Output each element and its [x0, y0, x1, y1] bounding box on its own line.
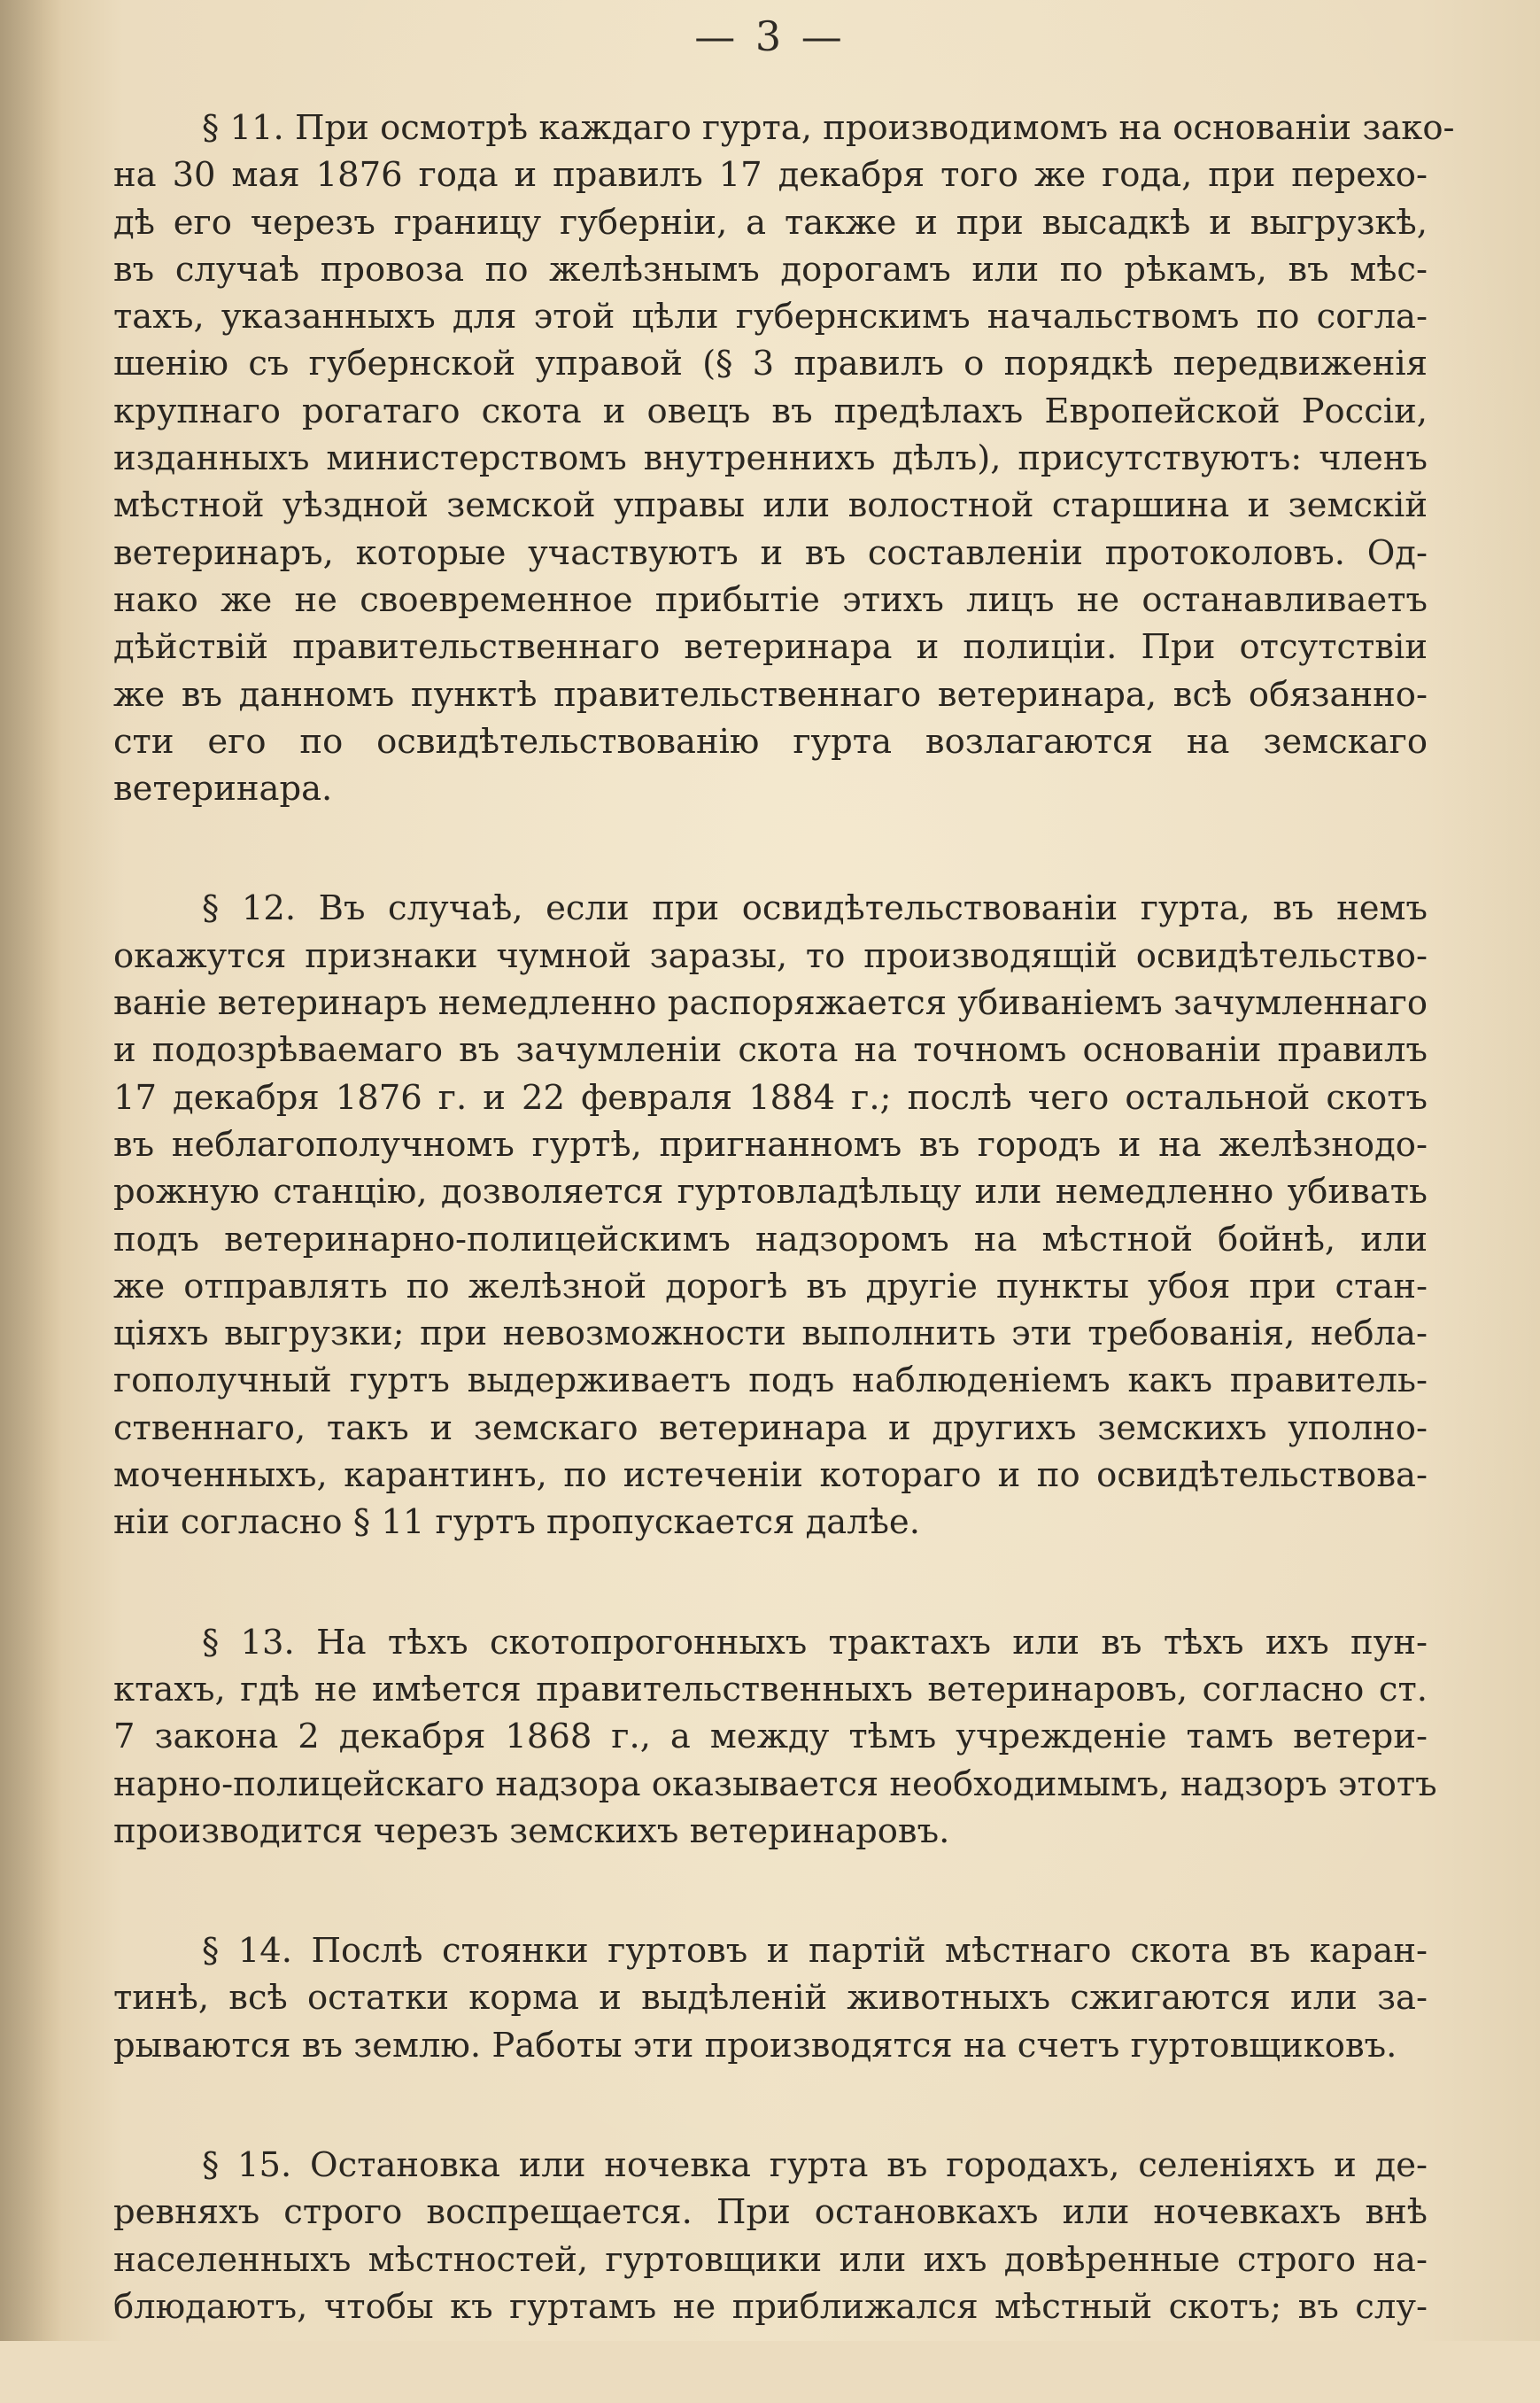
text-line: шенію съ губернской управой (§ 3 правилъ о порядкѣ передвиженія: [113, 344, 1428, 384]
text-line: изданныхъ министерствомъ внутреннихъ дѣлъ), присутствуютъ: членъ: [113, 438, 1428, 479]
text-line: § 12. Въ случаѣ, если при освидѣтельствованіи гурта, въ немъ: [202, 888, 1428, 929]
text-line: же въ данномъ пунктѣ правительственнаго ветеринара, всѣ обязанно-: [113, 674, 1428, 715]
text-line: рожную станцію, дозволяется гуртовладѣльцу или немедленно убивать: [113, 1172, 1428, 1213]
text-line: ктахъ, гдѣ не имѣется правительственныхъ ветеринаровъ, согласно ст.: [113, 1669, 1428, 1709]
document-body: [113, 105, 1455, 2403]
section-14-paragraph: [113, 1927, 1428, 2069]
binding-gutter-shadow: [0, 0, 62, 2341]
text-line: блюдаютъ, чтобы къ гуртамъ не приближался мѣстный скотъ; въ слу-: [113, 2286, 1428, 2327]
text-line: и подозрѣваемаго въ зачумленіи скота на точномъ основаніи правилъ: [113, 1030, 1428, 1071]
section-11-paragraph: [113, 105, 1455, 812]
text-line: моченныхъ, карантинъ, по истеченіи котораго и по освидѣтельствова-: [113, 1455, 1428, 1496]
text-line: ревняхъ строго воспрещается. При остановкахъ или ночевкахъ внѣ: [113, 2192, 1428, 2233]
text-line: рываются въ землю. Работы эти производятся на счетъ гуртовщиковъ.: [113, 2025, 1397, 2066]
text-line: ветеринаръ, которые участвуютъ и въ составленіи протоколовъ. Од-: [113, 532, 1428, 573]
text-line: гополучный гуртъ выдерживаетъ подъ наблюденіемъ какъ правитель-: [113, 1360, 1428, 1401]
text-line: ственнаго, такъ и земскаго ветеринара и другихъ земскихъ уполно-: [113, 1407, 1428, 1448]
text-line: въ неблагополучномъ гуртѣ, пригнанномъ въ городъ и на желѣзнодо-: [113, 1124, 1428, 1165]
text-line: дѣйствій правительственнаго ветеринара и полиціи. При отсутствіи: [113, 627, 1428, 668]
text-line: на 30 мая 1876 года и правилъ 17 декабря того же года, при перехо-: [113, 155, 1428, 196]
text-line: населенныхъ мѣстностей, гуртовщики или ихъ довѣренные строго на-: [113, 2239, 1428, 2280]
text-line: § 11. При осмотрѣ каждаго гурта, производимомъ на основаніи зако-: [202, 108, 1455, 148]
text-line: нако же не своевременное прибытіе этихъ лицъ не останавливаетъ: [113, 579, 1428, 620]
text-line: же отправлять по желѣзной дорогѣ въ другіе пункты убоя при стан-: [113, 1266, 1428, 1306]
text-line: сти его по освидѣтельствованію гурта возлагаются на земскаго: [113, 721, 1428, 762]
text-line: ваніе ветеринаръ немедленно распоряжается убиваніемъ зачумленнаго: [113, 983, 1428, 1024]
text-line: 7 закона 2 декабря 1868 г., а между тѣмъ учрежденіе тамъ ветери-: [113, 1717, 1428, 1757]
page-number: — 3 —: [694, 12, 846, 60]
text-line: тинѣ, всѣ остатки корма и выдѣленій животныхъ сжигаются или за-: [113, 1978, 1428, 2019]
section-12-paragraph: [113, 885, 1428, 1546]
text-line: въ случаѣ провоза по желѣзнымъ дорогамъ или по рѣкамъ, въ мѣс-: [113, 249, 1428, 290]
text-line: тахъ, указанныхъ для этой цѣли губернскимъ начальствомъ по согла-: [113, 297, 1428, 337]
text-line: § 14. Послѣ стоянки гуртовъ и партій мѣстнаго скота въ каран-: [202, 1931, 1428, 1972]
text-line: производится черезъ земскихъ ветеринаровъ.: [113, 1810, 950, 1851]
text-line: ветеринара.: [113, 769, 333, 810]
text-line: § 13. На тѣхъ скотопрогонныхъ трактахъ или въ тѣхъ ихъ пун-: [202, 1622, 1428, 1663]
section-13-paragraph: [113, 1619, 1437, 1855]
text-line: § 15. Остановка или ночевка гурта въ городахъ, селеніяхъ и де-: [202, 2144, 1428, 2185]
text-line: окажутся признаки чумной заразы, то производящій освидѣтельство-: [113, 935, 1428, 976]
text-line: нарно-полицейскаго надзора оказывается необходимымъ, надзоръ этотъ: [113, 1763, 1437, 1804]
text-line: 17 декабря 1876 г. и 22 февраля 1884 г.; послѣ чего остальной скотъ: [113, 1077, 1428, 1118]
section-15-paragraph: [113, 2142, 1428, 2330]
text-line: ніи согласно § 11 гуртъ пропускается далѣе.: [113, 1502, 920, 1543]
text-line: ціяхъ выгрузки; при невозможности выполнить эти требованія, небла-: [113, 1314, 1428, 1354]
text-line: подъ ветеринарно-полицейскимъ надзоромъ на мѣстной бойнѣ, или: [113, 1219, 1428, 1260]
text-line: мѣстной уѣздной земской управы или волостной старшина и земскій: [113, 485, 1428, 526]
text-line: дѣ его черезъ границу губерніи, а также и при высадкѣ и выгрузкѣ,: [113, 202, 1428, 243]
text-line: крупнаго рогатаго скота и овецъ въ предѣлахъ Европейской Россіи,: [113, 391, 1428, 431]
